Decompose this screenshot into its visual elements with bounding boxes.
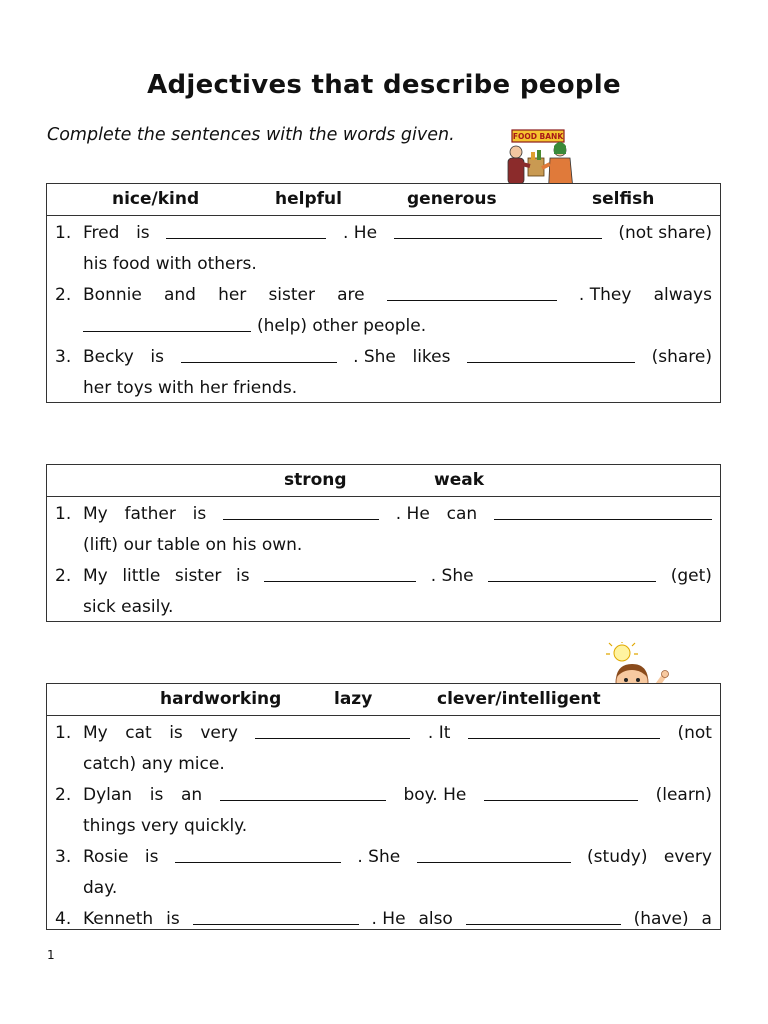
answer-blank[interactable] bbox=[264, 561, 416, 582]
word-weak: weak bbox=[434, 470, 485, 490]
word: My bbox=[83, 723, 108, 743]
word: (help) other people. bbox=[257, 316, 427, 336]
word: her toys with her friends. bbox=[83, 378, 298, 398]
sentence-1-3-cont bbox=[55, 373, 712, 404]
word: My bbox=[83, 504, 108, 524]
answer-blank[interactable] bbox=[468, 718, 660, 739]
answer-blank[interactable] bbox=[255, 718, 410, 739]
sentence-1-1 bbox=[55, 218, 712, 249]
exercise-box-3 bbox=[46, 683, 721, 930]
word: can bbox=[446, 504, 478, 524]
item-number: 3. bbox=[55, 847, 72, 867]
word-hardworking: hardworking bbox=[160, 689, 282, 709]
word: also bbox=[418, 909, 453, 929]
word: . She bbox=[353, 347, 396, 367]
answer-blank[interactable] bbox=[193, 904, 359, 925]
word: always bbox=[653, 285, 712, 305]
word: My bbox=[83, 566, 108, 586]
word: likes bbox=[412, 347, 451, 367]
answer-blank[interactable] bbox=[494, 499, 712, 520]
answer-blank[interactable] bbox=[220, 780, 386, 801]
word: sister bbox=[268, 285, 315, 305]
word: (lift) our table on his own. bbox=[83, 535, 303, 555]
word: (not share) bbox=[618, 223, 712, 243]
word: boy. He bbox=[403, 785, 467, 805]
answer-blank[interactable] bbox=[467, 342, 635, 363]
food-bank-sign-text: FOOD BANK bbox=[512, 132, 564, 141]
word-bank-2 bbox=[47, 465, 720, 497]
word: father bbox=[124, 504, 176, 524]
word: day. bbox=[83, 878, 118, 898]
sentence-1-3 bbox=[55, 342, 712, 373]
sentence-3-1 bbox=[55, 718, 712, 749]
word-generous: generous bbox=[407, 189, 497, 209]
word: . He bbox=[371, 909, 406, 929]
word-bank-1 bbox=[47, 184, 720, 216]
word: (have) bbox=[633, 909, 689, 929]
word: is bbox=[169, 723, 183, 743]
word: a bbox=[701, 909, 712, 929]
sentence-1-2-cont bbox=[55, 311, 712, 342]
word: Kenneth bbox=[83, 909, 154, 929]
sentence-3-3-cont bbox=[55, 873, 712, 904]
word: very bbox=[200, 723, 238, 743]
answer-blank[interactable] bbox=[175, 842, 341, 863]
word-bank-3 bbox=[47, 684, 720, 716]
sentence-2-1 bbox=[55, 499, 712, 530]
word: little bbox=[122, 566, 161, 586]
item-number: 4. bbox=[55, 909, 72, 929]
word: is bbox=[166, 909, 180, 929]
word: is bbox=[236, 566, 250, 586]
exercise-box-2 bbox=[46, 464, 721, 622]
sentence-2-2 bbox=[55, 561, 712, 592]
sentence-3-2 bbox=[55, 780, 712, 811]
word: his food with others. bbox=[83, 254, 257, 274]
word-lazy: lazy bbox=[334, 689, 373, 709]
word: Dylan bbox=[83, 785, 133, 805]
answer-blank[interactable] bbox=[387, 280, 557, 301]
word: is bbox=[192, 504, 207, 524]
item-number: 2. bbox=[55, 785, 72, 805]
item-number: 1. bbox=[55, 723, 72, 743]
word: sick easily. bbox=[83, 597, 174, 617]
word: (learn) bbox=[655, 785, 712, 805]
instruction-text: Complete the sentences with the words given. bbox=[47, 125, 455, 145]
answer-blank[interactable] bbox=[223, 499, 379, 520]
word: cat bbox=[125, 723, 152, 743]
word: Becky bbox=[83, 347, 134, 367]
word: (share) bbox=[651, 347, 712, 367]
word: are bbox=[337, 285, 365, 305]
word: (study) bbox=[587, 847, 648, 867]
answer-blank[interactable] bbox=[466, 904, 621, 925]
worksheet-title: Adjectives that describe people bbox=[147, 70, 621, 100]
word: an bbox=[180, 785, 203, 805]
item-number: 1. bbox=[55, 504, 72, 524]
word: Rosie bbox=[83, 847, 129, 867]
word: things very quickly. bbox=[83, 816, 248, 836]
word: . She bbox=[430, 566, 474, 586]
word: catch) any mice. bbox=[83, 754, 225, 774]
sentence-3-3 bbox=[55, 842, 712, 873]
word: Bonnie bbox=[83, 285, 142, 305]
sentence-3-1-cont bbox=[55, 749, 712, 780]
item-number: 2. bbox=[55, 285, 72, 305]
word: every bbox=[663, 847, 712, 867]
word-helpful: helpful bbox=[275, 189, 342, 209]
word: . They bbox=[578, 285, 632, 305]
word: Fred bbox=[83, 223, 120, 243]
word: and bbox=[163, 285, 196, 305]
word: . He bbox=[395, 504, 430, 524]
word-nice-kind: nice/kind bbox=[112, 189, 200, 209]
word: . He bbox=[342, 223, 378, 243]
word: . She bbox=[357, 847, 401, 867]
answer-blank[interactable] bbox=[166, 218, 326, 239]
word: sister bbox=[174, 566, 222, 586]
answer-blank[interactable] bbox=[394, 218, 602, 239]
word: is bbox=[144, 847, 159, 867]
item-number: 2. bbox=[55, 566, 72, 586]
answer-blank[interactable] bbox=[484, 780, 638, 801]
word: . It bbox=[427, 723, 451, 743]
exercise-box-1 bbox=[46, 183, 721, 403]
word: is bbox=[149, 785, 164, 805]
answer-blank[interactable] bbox=[417, 842, 571, 863]
answer-blank[interactable] bbox=[83, 311, 251, 332]
answer-blank[interactable] bbox=[488, 561, 656, 582]
page-number: 1 bbox=[47, 948, 55, 962]
word-selfish: selfish bbox=[592, 189, 655, 209]
word: is bbox=[136, 223, 150, 243]
sentence-3-2-cont bbox=[55, 811, 712, 842]
sentence-2-1-cont bbox=[55, 530, 712, 561]
item-number: 1. bbox=[55, 223, 72, 243]
sentence-3-4 bbox=[55, 904, 712, 935]
sentence-1-2 bbox=[55, 280, 712, 311]
word: her bbox=[218, 285, 247, 305]
word-strong: strong bbox=[284, 470, 347, 490]
word: (not bbox=[677, 723, 712, 743]
word: (get) bbox=[670, 566, 712, 586]
word: is bbox=[150, 347, 164, 367]
sentence-2-2-cont bbox=[55, 592, 712, 623]
item-number: 3. bbox=[55, 347, 72, 367]
answer-blank[interactable] bbox=[181, 342, 337, 363]
sentence-1-1-cont bbox=[55, 249, 712, 280]
word-clever-intelligent: clever/intelligent bbox=[437, 689, 601, 709]
